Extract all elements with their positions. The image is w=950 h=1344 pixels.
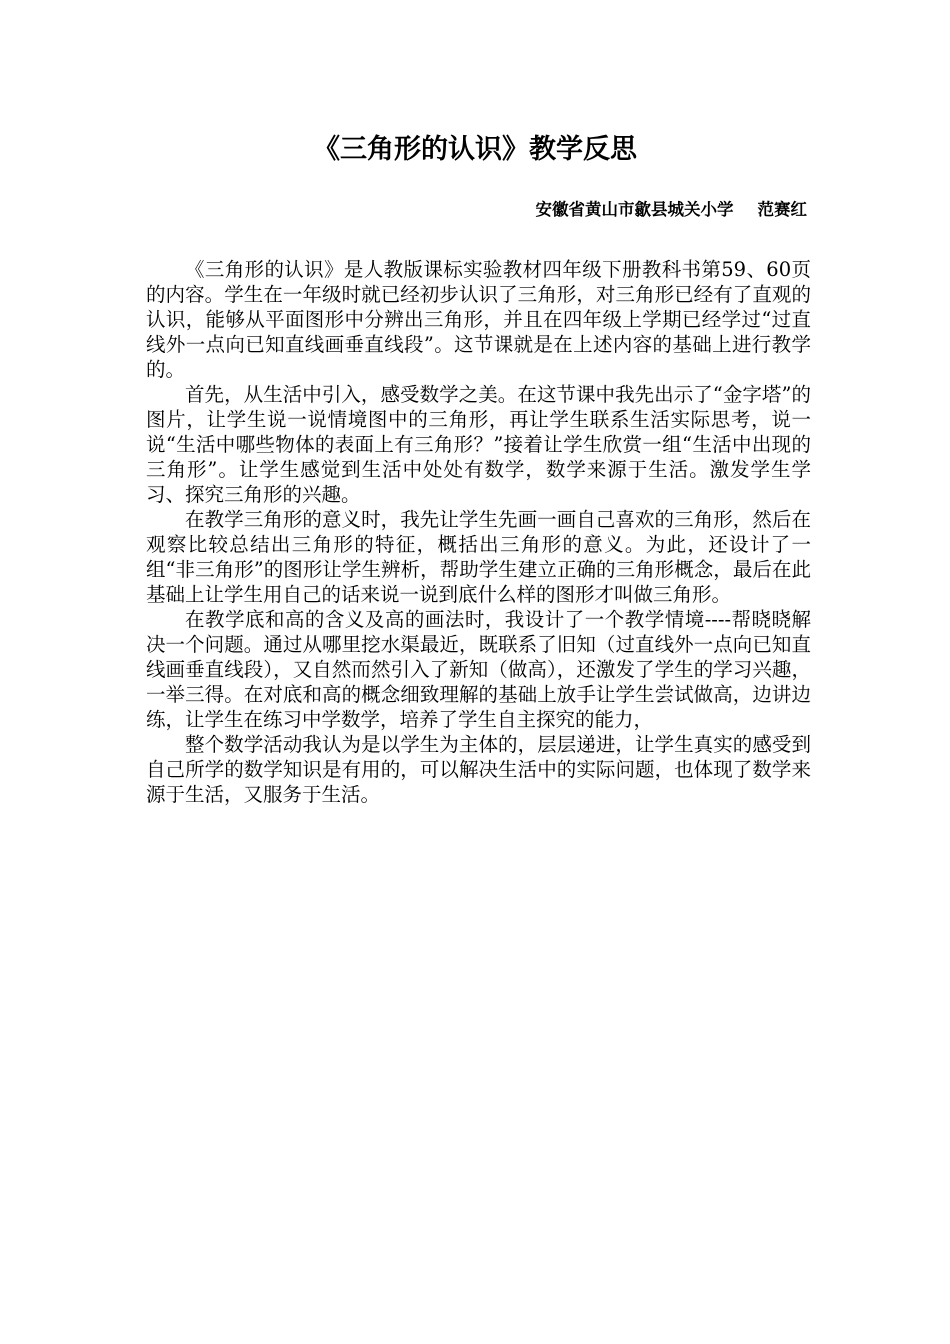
paragraph-conclusion: 整个数学活动我认为是以学生为主体的，层层递进，让学生真实的感受到自己所学的数学知识是有用的，可以解决生活中的实际问题，也体现了数学来源于生活，又服务于生活。 [146,733,811,806]
author-line [536,197,808,223]
paragraph-base-and-height: 在教学底和高的含义及高的画法时，我设计了一个教学情境----帮晓晓解决一个问题。通过从哪里挖水渠最近，既联系了旧知（过直线外一点向已知直线画垂直线段），又自然而然引入了新知（做高），还激发了学生的学习兴趣，一举三得。在对底和高的概念细致理解的基础上放手让学生尝试做高，边讲边练，让学生在练习中学数学，培养了学生自主探究的能力， [146,608,811,731]
author-school: 安徽省黄山市歙县城关小学 [535,200,734,219]
author-name: 范赛红 [757,200,807,219]
paragraph-life-introduction: 首先，从生活中引入，感受数学之美。在这节课中我先出示了“金字塔”的图片，让学生说一说情境图中的三角形，再让学生联系生活实际思考，说一说“生活中哪些物体的表面上有三角形？”接着让学生欣赏一组“生活中出现的三角形”。让学生感觉到生活中处处有数学，数学来源于生活。激发学生学习、探究三角形的兴趣。 [146,383,811,506]
document-title: 《三角形的认识》教学反思 [313,134,637,165]
paragraph-triangle-meaning: 在教学三角形的意义时，我先让学生先画一画自己喜欢的三角形，然后在观察比较总结出三角形的特征，概括出三角形的意义。为此，还设计了一组“非三角形”的图形让学生辨析，帮助学生建立正确的三角形概念，最后在此基础上让学生用自己的话来说一说到底什么样的图形才叫做三角形。 [146,508,811,606]
document-body [146,257,811,807]
paragraph-intro: 《三角形的认识》是人教版课标实验教材四年级下册教科书第59、60页的内容。学生在一年级时就已经初步认识了三角形，对三角形已经有了直观的认识，能够从平面图形中分辨出三角形，并且在四年级上学期已经学过“过直线外一点向已知直线画垂直线段”。这节课就是在上述内容的基础上进行教学的。 [146,258,811,381]
